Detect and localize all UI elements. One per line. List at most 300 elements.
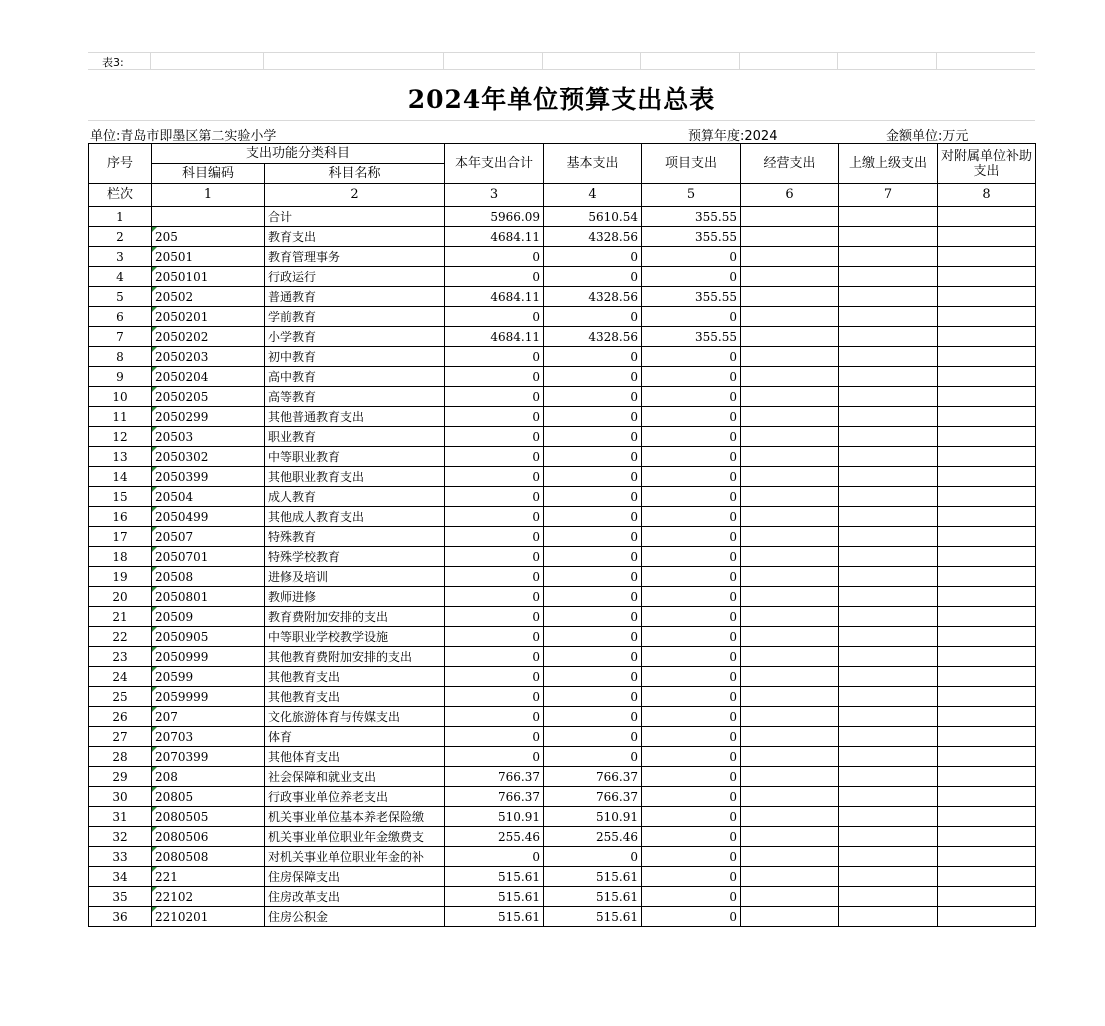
table-row <box>89 707 1036 727</box>
grid-line <box>443 53 444 69</box>
row-upper <box>839 247 938 267</box>
row-subsidy <box>938 587 1036 607</box>
row-upper <box>839 567 938 587</box>
row-total: 0 <box>445 467 544 487</box>
row-code: 20599 <box>152 667 265 687</box>
row-seq: 35 <box>89 887 152 907</box>
row-code: 2050203 <box>152 347 265 367</box>
row-project: 0 <box>642 667 741 687</box>
row-basic: 0 <box>544 727 642 747</box>
row-upper <box>839 847 938 867</box>
row-seq: 1 <box>89 207 152 227</box>
row-seq: 33 <box>89 847 152 867</box>
row-seq: 4 <box>89 267 152 287</box>
header-upper: 上缴上级支出 <box>839 144 938 184</box>
table-row <box>89 387 1036 407</box>
row-name: 合计 <box>265 207 445 227</box>
row-total: 0 <box>445 307 544 327</box>
row-project: 0 <box>642 627 741 647</box>
row-code: 2050399 <box>152 467 265 487</box>
row-seq: 2 <box>89 227 152 247</box>
row-project: 0 <box>642 807 741 827</box>
row-business <box>741 547 839 567</box>
row-business <box>741 307 839 327</box>
row-project: 0 <box>642 467 741 487</box>
row-upper <box>839 887 938 907</box>
row-basic: 0 <box>544 467 642 487</box>
table-row <box>89 767 1036 787</box>
header-subsidy: 对附属单位补助支出 <box>938 144 1036 184</box>
row-upper <box>839 347 938 367</box>
row-business <box>741 907 839 927</box>
grid-line <box>263 53 264 69</box>
row-code: 22102 <box>152 887 265 907</box>
table-row <box>89 247 1036 267</box>
row-subsidy <box>938 407 1036 427</box>
table-row <box>89 787 1036 807</box>
row-seq: 27 <box>89 727 152 747</box>
row-basic: 4328.56 <box>544 327 642 347</box>
row-name: 特殊学校教育 <box>265 547 445 567</box>
row-name: 体育 <box>265 727 445 747</box>
row-name: 学前教育 <box>265 307 445 327</box>
title-row <box>88 69 1035 120</box>
row-project: 0 <box>642 247 741 267</box>
row-seq: 5 <box>89 287 152 307</box>
row-total: 0 <box>445 647 544 667</box>
row-seq: 26 <box>89 707 152 727</box>
row-basic: 0 <box>544 627 642 647</box>
header-project: 项目支出 <box>642 144 741 184</box>
table-row <box>89 327 1036 347</box>
row-basic: 0 <box>544 667 642 687</box>
row-upper <box>839 807 938 827</box>
row-code: 2050801 <box>152 587 265 607</box>
row-code: 20508 <box>152 567 265 587</box>
row-total: 0 <box>445 407 544 427</box>
row-total: 0 <box>445 387 544 407</box>
row-basic: 255.46 <box>544 827 642 847</box>
row-code: 20805 <box>152 787 265 807</box>
row-code: 207 <box>152 707 265 727</box>
row-project: 0 <box>642 527 741 547</box>
row-seq: 3 <box>89 247 152 267</box>
row-upper <box>839 747 938 767</box>
row-project: 0 <box>642 787 741 807</box>
row-code: 20503 <box>152 427 265 447</box>
row-basic: 766.37 <box>544 767 642 787</box>
row-name: 普通教育 <box>265 287 445 307</box>
row-subsidy <box>938 227 1036 247</box>
row-name: 机关事业单位基本养老保险缴 <box>265 807 445 827</box>
row-name: 教育管理事务 <box>265 247 445 267</box>
row-project: 0 <box>642 747 741 767</box>
row-upper <box>839 507 938 527</box>
row-business <box>741 347 839 367</box>
column-number: 2 <box>265 184 445 207</box>
row-subsidy <box>938 687 1036 707</box>
row-seq: 18 <box>89 547 152 567</box>
table-row <box>89 207 1036 227</box>
row-upper <box>839 407 938 427</box>
table-row <box>89 727 1036 747</box>
row-basic: 5610.54 <box>544 207 642 227</box>
row-project: 0 <box>642 767 741 787</box>
table-row <box>89 667 1036 687</box>
column-number: 8 <box>938 184 1036 207</box>
row-business <box>741 367 839 387</box>
row-project: 0 <box>642 307 741 327</box>
table-row <box>89 847 1036 867</box>
row-business <box>741 467 839 487</box>
row-seq: 29 <box>89 767 152 787</box>
row-code: 2070399 <box>152 747 265 767</box>
row-upper <box>839 367 938 387</box>
row-business <box>741 207 839 227</box>
row-project: 0 <box>642 267 741 287</box>
row-seq: 16 <box>89 507 152 527</box>
row-total: 4684.11 <box>445 327 544 347</box>
row-upper <box>839 287 938 307</box>
row-total: 766.37 <box>445 767 544 787</box>
row-code: 2050302 <box>152 447 265 467</box>
row-subsidy <box>938 707 1036 727</box>
row-subsidy <box>938 467 1036 487</box>
row-basic: 0 <box>544 647 642 667</box>
row-upper <box>839 707 938 727</box>
row-name: 小学教育 <box>265 327 445 347</box>
row-name: 行政事业单位养老支出 <box>265 787 445 807</box>
row-name: 文化旅游体育与传媒支出 <box>265 707 445 727</box>
row-project: 0 <box>642 587 741 607</box>
row-name: 对机关事业单位职业年金的补 <box>265 847 445 867</box>
row-upper <box>839 267 938 287</box>
row-business <box>741 507 839 527</box>
row-upper <box>839 867 938 887</box>
row-code: 2080505 <box>152 807 265 827</box>
row-business <box>741 867 839 887</box>
table-row <box>89 827 1036 847</box>
row-seq: 28 <box>89 747 152 767</box>
row-business <box>741 827 839 847</box>
row-project: 0 <box>642 647 741 667</box>
row-total: 0 <box>445 547 544 567</box>
row-upper <box>839 327 938 347</box>
row-total: 515.61 <box>445 867 544 887</box>
row-project: 0 <box>642 367 741 387</box>
row-name: 其他普通教育支出 <box>265 407 445 427</box>
row-seq: 9 <box>89 367 152 387</box>
row-basic: 766.37 <box>544 787 642 807</box>
row-total: 766.37 <box>445 787 544 807</box>
row-upper <box>839 447 938 467</box>
row-upper <box>839 547 938 567</box>
row-project: 0 <box>642 407 741 427</box>
row-basic: 0 <box>544 687 642 707</box>
amount-unit-label: 金额单位:万元 <box>886 129 969 144</box>
row-seq: 8 <box>89 347 152 367</box>
row-business <box>741 767 839 787</box>
row-total: 0 <box>445 367 544 387</box>
row-name: 其他体育支出 <box>265 747 445 767</box>
row-seq: 31 <box>89 807 152 827</box>
sheet-label-row <box>88 52 1035 69</box>
row-seq: 7 <box>89 327 152 347</box>
row-subsidy <box>938 367 1036 387</box>
budget-year-label: 预算年度:2024 <box>688 129 778 144</box>
row-project: 0 <box>642 847 741 867</box>
row-name: 其他教育支出 <box>265 667 445 687</box>
row-project: 0 <box>642 867 741 887</box>
row-subsidy <box>938 307 1036 327</box>
row-business <box>741 647 839 667</box>
row-basic: 515.61 <box>544 867 642 887</box>
row-total: 0 <box>445 687 544 707</box>
table-row <box>89 527 1036 547</box>
table-row <box>89 347 1036 367</box>
column-number: 3 <box>445 184 544 207</box>
row-basic: 515.61 <box>544 907 642 927</box>
row-subsidy <box>938 347 1036 367</box>
row-upper <box>839 667 938 687</box>
row-code: 205 <box>152 227 265 247</box>
row-subsidy <box>938 767 1036 787</box>
row-name: 初中教育 <box>265 347 445 367</box>
row-business <box>741 667 839 687</box>
row-name: 社会保障和就业支出 <box>265 767 445 787</box>
unit-label: 单位:青岛市即墨区第二实验小学 <box>90 129 277 144</box>
row-seq: 19 <box>89 567 152 587</box>
row-business <box>741 267 839 287</box>
row-business <box>741 427 839 447</box>
column-number: 5 <box>642 184 741 207</box>
grid-line <box>837 53 838 69</box>
header-function-group: 支出功能分类科目 <box>152 144 445 164</box>
sheet-label: 表3: <box>102 56 124 69</box>
row-seq: 25 <box>89 687 152 707</box>
row-name: 职业教育 <box>265 427 445 447</box>
row-project: 0 <box>642 687 741 707</box>
row-total: 4684.11 <box>445 227 544 247</box>
row-code: 2050299 <box>152 407 265 427</box>
header-name: 科目名称 <box>265 164 445 184</box>
row-project: 355.55 <box>642 327 741 347</box>
row-project: 355.55 <box>642 207 741 227</box>
row-business <box>741 227 839 247</box>
row-subsidy <box>938 427 1036 447</box>
row-basic: 4328.56 <box>544 287 642 307</box>
row-total: 5966.09 <box>445 207 544 227</box>
row-name: 其他成人教育支出 <box>265 507 445 527</box>
row-code: 2050204 <box>152 367 265 387</box>
header-business: 经营支出 <box>741 144 839 184</box>
table-row <box>89 867 1036 887</box>
row-upper <box>839 827 938 847</box>
row-subsidy <box>938 247 1036 267</box>
row-basic: 0 <box>544 707 642 727</box>
row-name: 教师进修 <box>265 587 445 607</box>
row-business <box>741 607 839 627</box>
row-subsidy <box>938 547 1036 567</box>
row-code: 2050905 <box>152 627 265 647</box>
row-total: 255.46 <box>445 827 544 847</box>
row-seq: 13 <box>89 447 152 467</box>
row-project: 0 <box>642 707 741 727</box>
row-code: 2059999 <box>152 687 265 707</box>
header-code: 科目编码 <box>152 164 265 184</box>
info-row <box>88 120 1035 143</box>
row-subsidy <box>938 487 1036 507</box>
row-upper <box>839 587 938 607</box>
row-upper <box>839 907 938 927</box>
row-seq: 14 <box>89 467 152 487</box>
row-business <box>741 687 839 707</box>
column-row-label: 栏次 <box>89 184 152 207</box>
row-code: 2210201 <box>152 907 265 927</box>
grid-line <box>640 53 641 69</box>
row-name: 中等职业教育 <box>265 447 445 467</box>
row-upper <box>839 767 938 787</box>
row-business <box>741 887 839 907</box>
row-subsidy <box>938 667 1036 687</box>
table-row <box>89 507 1036 527</box>
table-row <box>89 907 1036 927</box>
row-business <box>741 627 839 647</box>
row-basic: 0 <box>544 507 642 527</box>
table-row <box>89 407 1036 427</box>
row-name: 住房公积金 <box>265 907 445 927</box>
table-row <box>89 487 1036 507</box>
row-code: 20509 <box>152 607 265 627</box>
row-basic: 0 <box>544 267 642 287</box>
row-project: 0 <box>642 567 741 587</box>
row-project: 0 <box>642 727 741 747</box>
row-business <box>741 727 839 747</box>
row-project: 0 <box>642 887 741 907</box>
table-row <box>89 747 1036 767</box>
header-row <box>89 144 1036 164</box>
row-total: 0 <box>445 627 544 647</box>
row-basic: 0 <box>544 567 642 587</box>
row-business <box>741 807 839 827</box>
row-basic: 515.61 <box>544 887 642 907</box>
row-basic: 0 <box>544 487 642 507</box>
row-seq: 12 <box>89 427 152 447</box>
row-business <box>741 487 839 507</box>
row-subsidy <box>938 627 1036 647</box>
row-business <box>741 847 839 867</box>
row-business <box>741 327 839 347</box>
table-row <box>89 467 1036 487</box>
row-seq: 17 <box>89 527 152 547</box>
row-code: 20501 <box>152 247 265 267</box>
row-name: 其他教育费附加安排的支出 <box>265 647 445 667</box>
row-seq: 34 <box>89 867 152 887</box>
row-subsidy <box>938 647 1036 667</box>
row-basic: 0 <box>544 447 642 467</box>
row-upper <box>839 787 938 807</box>
row-seq: 30 <box>89 787 152 807</box>
column-number: 4 <box>544 184 642 207</box>
row-upper <box>839 487 938 507</box>
row-seq: 36 <box>89 907 152 927</box>
row-seq: 22 <box>89 627 152 647</box>
row-code: 2050101 <box>152 267 265 287</box>
row-basic: 0 <box>544 747 642 767</box>
row-basic: 0 <box>544 307 642 327</box>
row-name: 其他职业教育支出 <box>265 467 445 487</box>
row-name: 特殊教育 <box>265 527 445 547</box>
row-business <box>741 287 839 307</box>
row-subsidy <box>938 207 1036 227</box>
row-subsidy <box>938 447 1036 467</box>
row-project: 0 <box>642 347 741 367</box>
row-seq: 32 <box>89 827 152 847</box>
column-number: 6 <box>741 184 839 207</box>
row-subsidy <box>938 807 1036 827</box>
row-code: 2080506 <box>152 827 265 847</box>
budget-table <box>88 143 1036 927</box>
row-seq: 15 <box>89 487 152 507</box>
row-seq: 23 <box>89 647 152 667</box>
grid-line <box>542 53 543 69</box>
row-code: 2050202 <box>152 327 265 347</box>
row-business <box>741 247 839 267</box>
row-code: 20703 <box>152 727 265 747</box>
row-project: 0 <box>642 907 741 927</box>
row-business <box>741 527 839 547</box>
row-seq: 10 <box>89 387 152 407</box>
grid-line <box>150 53 151 69</box>
table-row <box>89 287 1036 307</box>
row-basic: 0 <box>544 247 642 267</box>
row-total: 0 <box>445 567 544 587</box>
row-basic: 510.91 <box>544 807 642 827</box>
row-total: 0 <box>445 247 544 267</box>
row-business <box>741 747 839 767</box>
table-row <box>89 447 1036 467</box>
row-basic: 0 <box>544 407 642 427</box>
row-total: 0 <box>445 587 544 607</box>
budget-sheet <box>88 52 1035 927</box>
row-subsidy <box>938 387 1036 407</box>
row-seq: 20 <box>89 587 152 607</box>
row-name: 住房改革支出 <box>265 887 445 907</box>
row-code: 2050205 <box>152 387 265 407</box>
row-code: 2050201 <box>152 307 265 327</box>
row-basic: 0 <box>544 527 642 547</box>
page-title: 2024年单位预算支出总表 <box>407 85 716 114</box>
table-row <box>89 587 1036 607</box>
row-total: 0 <box>445 427 544 447</box>
row-code: 2050499 <box>152 507 265 527</box>
row-upper <box>839 687 938 707</box>
row-subsidy <box>938 507 1036 527</box>
row-total: 515.61 <box>445 887 544 907</box>
row-business <box>741 707 839 727</box>
grid-line <box>936 53 937 69</box>
row-basic: 0 <box>544 587 642 607</box>
row-upper <box>839 427 938 447</box>
row-subsidy <box>938 727 1036 747</box>
row-basic: 0 <box>544 387 642 407</box>
row-upper <box>839 207 938 227</box>
row-project: 0 <box>642 427 741 447</box>
row-code: 221 <box>152 867 265 887</box>
row-seq: 21 <box>89 607 152 627</box>
table-row <box>89 307 1036 327</box>
row-basic: 0 <box>544 347 642 367</box>
